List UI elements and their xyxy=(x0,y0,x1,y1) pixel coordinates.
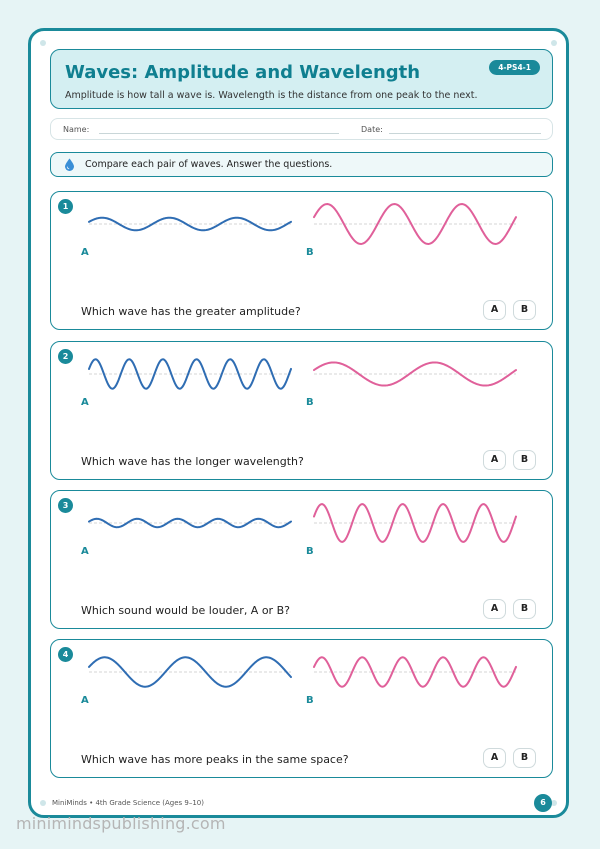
wave-diagram-b xyxy=(312,499,518,547)
question-number: 1 xyxy=(58,199,73,214)
wave-label-a: A xyxy=(81,247,89,258)
date-field[interactable] xyxy=(389,133,541,134)
wave-diagram-a xyxy=(87,648,293,696)
date-label: Date: xyxy=(361,125,383,134)
wave-label-a: A xyxy=(81,546,89,557)
corner-dot xyxy=(40,40,46,46)
wave-diagram-b xyxy=(312,350,518,398)
question-text: Which wave has more peaks in the same space? xyxy=(81,753,349,766)
question-card xyxy=(50,341,553,480)
wave-diagram-a xyxy=(87,350,293,398)
answer-option-b[interactable]: B xyxy=(513,748,536,768)
page-number: 6 xyxy=(534,794,552,812)
instructions-text: Compare each pair of waves. Answer the questions. xyxy=(85,159,333,170)
page-subtitle: Amplitude is how tall a wave is. Wavelength is the distance from one peak to the next. xyxy=(65,90,478,101)
answer-option-a[interactable]: A xyxy=(483,450,506,470)
name-field[interactable] xyxy=(99,133,339,134)
wave-label-b: B xyxy=(306,546,314,557)
question-card xyxy=(50,490,553,629)
name-date-row xyxy=(50,118,553,140)
water-drop-icon xyxy=(64,158,75,171)
wave-label-b: B xyxy=(306,247,314,258)
answer-option-b[interactable]: B xyxy=(513,450,536,470)
wave-diagram-b xyxy=(312,648,518,696)
wave-diagram-b xyxy=(312,200,518,248)
page-title: Waves: Amplitude and Wavelength xyxy=(65,62,421,83)
question-text: Which sound would be louder, A or B? xyxy=(81,604,290,617)
question-card xyxy=(50,191,553,330)
wave-label-a: A xyxy=(81,397,89,408)
question-number: 3 xyxy=(58,498,73,513)
answer-option-a[interactable]: A xyxy=(483,599,506,619)
corner-dot xyxy=(40,800,46,806)
answer-option-b[interactable]: B xyxy=(513,599,536,619)
question-card xyxy=(50,639,553,778)
question-text: Which wave has the greater amplitude? xyxy=(81,305,301,318)
answer-option-a[interactable]: A xyxy=(483,748,506,768)
question-text: Which wave has the longer wavelength? xyxy=(81,455,304,468)
answer-option-a[interactable]: A xyxy=(483,300,506,320)
watermark: minimindspublishing.com xyxy=(16,814,226,833)
name-label: Name: xyxy=(63,125,90,134)
title-banner xyxy=(50,49,553,109)
wave-label-b: B xyxy=(306,397,314,408)
standard-code-badge: 4-PS4-1 xyxy=(489,60,540,75)
answer-option-b[interactable]: B xyxy=(513,300,536,320)
instructions-box xyxy=(50,152,553,177)
wave-label-a: A xyxy=(81,695,89,706)
question-number: 2 xyxy=(58,349,73,364)
footer-text: MiniMinds • 4th Grade Science (Ages 9–10) xyxy=(52,799,204,807)
wave-diagram-a xyxy=(87,200,293,248)
worksheet-page xyxy=(28,28,569,818)
wave-label-b: B xyxy=(306,695,314,706)
question-number: 4 xyxy=(58,647,73,662)
wave-diagram-a xyxy=(87,499,293,547)
corner-dot xyxy=(551,40,557,46)
